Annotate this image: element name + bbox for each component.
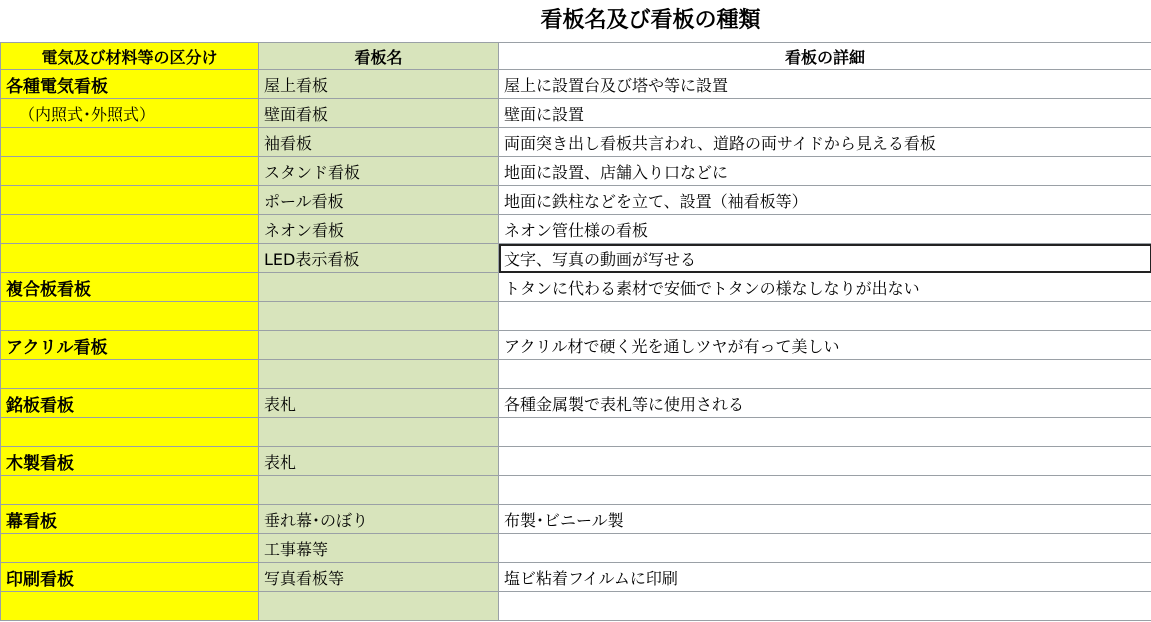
table-row <box>1 302 1151 331</box>
sign-name-cell[interactable]: 表札 <box>259 447 499 476</box>
category-cell[interactable] <box>1 302 259 331</box>
sign-name-cell[interactable] <box>259 418 499 447</box>
sign-detail-cell[interactable]: 地面に鉄柱などを立て、設置（袖看板等） <box>499 186 1151 215</box>
sign-name-cell[interactable]: 壁面看板 <box>259 99 499 128</box>
table-row <box>1 157 1151 186</box>
category-cell[interactable] <box>1 215 259 244</box>
sign-detail-cell[interactable] <box>499 534 1151 563</box>
sign-name-cell[interactable] <box>259 592 499 621</box>
table-row <box>1 244 1151 273</box>
sign-detail-cell[interactable]: 塩ビ粘着フイルムに印刷 <box>499 563 1151 592</box>
category-cell[interactable]: 複合板看板 <box>1 273 259 302</box>
table-row <box>1 360 1151 389</box>
category-cell[interactable]: 幕看板 <box>1 505 259 534</box>
sign-name-cell[interactable]: スタンド看板 <box>259 157 499 186</box>
category-cell[interactable]: 銘板看板 <box>1 389 259 418</box>
category-cell[interactable] <box>1 157 259 186</box>
category-cell[interactable]: （内照式･外照式） <box>1 99 259 128</box>
sign-name-cell[interactable]: 垂れ幕･のぼり <box>259 505 499 534</box>
table-row <box>1 505 1151 534</box>
table-row <box>1 389 1151 418</box>
category-cell[interactable] <box>1 592 259 621</box>
sign-detail-cell[interactable] <box>499 447 1151 476</box>
sign-detail-cell[interactable] <box>499 302 1151 331</box>
category-cell[interactable] <box>1 128 259 157</box>
sign-name-cell[interactable]: 写真看板等 <box>259 563 499 592</box>
category-cell[interactable] <box>1 418 259 447</box>
sign-name-cell[interactable]: ネオン看板 <box>259 215 499 244</box>
category-cell[interactable] <box>1 534 259 563</box>
sign-detail-cell[interactable] <box>499 476 1151 505</box>
sign-name-cell[interactable]: 工事幕等 <box>259 534 499 563</box>
table-row <box>1 534 1151 563</box>
sign-detail-cell[interactable]: 布製･ビニール製 <box>499 505 1151 534</box>
sign-detail-cell[interactable]: 屋上に設置台及び塔や等に設置 <box>499 70 1151 99</box>
sign-name-cell[interactable] <box>259 331 499 360</box>
category-cell[interactable]: 各種電気看板 <box>1 70 259 99</box>
sheet-title: 看板名及び看板の種類 <box>540 8 761 33</box>
category-cell[interactable]: 木製看板 <box>1 447 259 476</box>
selected-cell[interactable]: 文字、写真の動画が写せる <box>499 244 1151 273</box>
header-sign-name[interactable]: 看板名 <box>259 43 499 70</box>
spreadsheet-table <box>0 42 1151 621</box>
sign-name-cell[interactable]: 袖看板 <box>259 128 499 157</box>
sign-name-cell[interactable]: 表札 <box>259 389 499 418</box>
table-row <box>1 447 1151 476</box>
sign-detail-cell[interactable]: ネオン管仕様の看板 <box>499 215 1151 244</box>
table-row <box>1 99 1151 128</box>
sign-detail-cell[interactable]: アクリル材で硬く光を通しツヤが有って美しい <box>499 331 1151 360</box>
category-cell[interactable]: 印刷看板 <box>1 563 259 592</box>
category-cell[interactable] <box>1 360 259 389</box>
table-row <box>1 563 1151 592</box>
table-row <box>1 476 1151 505</box>
table-row <box>1 215 1151 244</box>
table-row <box>1 70 1151 99</box>
sign-detail-cell[interactable] <box>499 360 1151 389</box>
category-cell[interactable] <box>1 186 259 215</box>
header-category[interactable]: 電気及び材料等の区分け <box>1 43 259 70</box>
sign-name-cell[interactable] <box>259 302 499 331</box>
sign-detail-cell[interactable]: 両面突き出し看板共言われ、道路の両サイドから見える看板 <box>499 128 1151 157</box>
table-row <box>1 186 1151 215</box>
sign-name-cell[interactable] <box>259 360 499 389</box>
sign-detail-cell[interactable]: 地面に設置、店舗入り口などに <box>499 157 1151 186</box>
header-sign-detail[interactable]: 看板の詳細 <box>499 43 1151 70</box>
sign-detail-cell[interactable] <box>499 592 1151 621</box>
sign-name-cell[interactable] <box>259 476 499 505</box>
sign-name-cell[interactable] <box>259 273 499 302</box>
sign-detail-cell[interactable]: 壁面に設置 <box>499 99 1151 128</box>
table-row <box>1 418 1151 447</box>
table-row <box>1 592 1151 621</box>
category-cell[interactable] <box>1 476 259 505</box>
sign-detail-cell[interactable]: 各種金属製で表札等に使用される <box>499 389 1151 418</box>
header-row <box>1 43 1151 70</box>
table-row <box>1 331 1151 360</box>
category-cell[interactable]: アクリル看板 <box>1 331 259 360</box>
sign-name-cell[interactable]: 屋上看板 <box>259 70 499 99</box>
sign-detail-cell[interactable]: トタンに代わる素材で安価でトタンの様なしなりが出ない <box>499 273 1151 302</box>
sign-name-cell[interactable]: ポール看板 <box>259 186 499 215</box>
table-row <box>1 128 1151 157</box>
category-cell[interactable] <box>1 244 259 273</box>
table-row <box>1 273 1151 302</box>
sign-detail-cell[interactable] <box>499 418 1151 447</box>
sign-name-cell[interactable]: LED表示看板 <box>259 244 499 273</box>
